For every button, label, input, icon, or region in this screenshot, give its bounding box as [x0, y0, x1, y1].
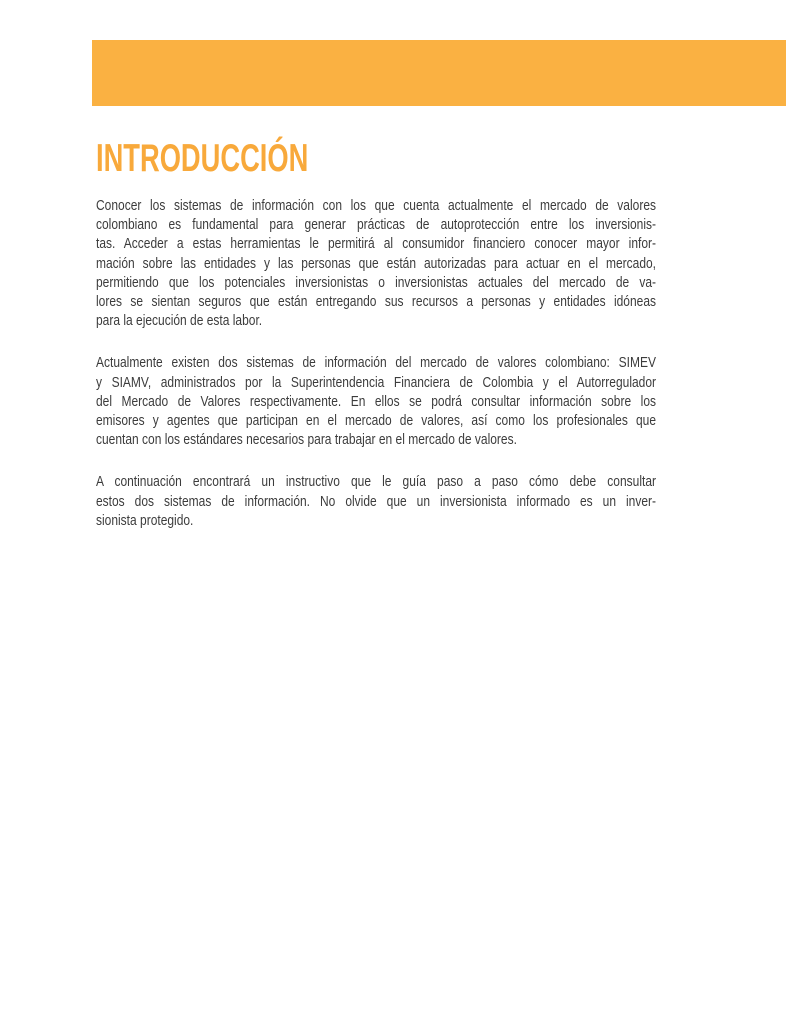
- text-line: colombiano es fundamental para generar prácticas de autoprotección entre los inversionis-: [96, 216, 656, 234]
- text-line: estos dos sistemas de información. No olvide que un inversionista informado es un inver-: [96, 492, 656, 510]
- text-line: cuentan con los estándares necesarios para trabajar en el mercado de valores.: [96, 431, 517, 449]
- paragraph: [96, 353, 656, 449]
- text-line: lores se sientan seguros que están entregando sus recursos a personas y entidades idóneas: [96, 293, 656, 311]
- text-line: mación sobre las entidades y las personas que están autorizadas para actuar en el mercado,: [96, 254, 656, 272]
- text-line: sionista protegido.: [96, 511, 194, 529]
- text-line: permitiendo que los potenciales inversionistas o inversionistas actuales del mercado de va-: [96, 273, 656, 291]
- text-line: tas. Acceder a estas herramientas le permitirá al consumidor financiero conocer mayor infor-: [96, 235, 656, 253]
- header-banner: [92, 40, 786, 106]
- text-line: y SIAMV, administrados por la Superintendencia Financiera de Colombia y el Autorregulador: [96, 373, 656, 391]
- paragraph: [96, 472, 656, 530]
- text-line: del Mercado de Valores respectivamente. En ellos se podrá consultar información sobre los: [96, 392, 656, 410]
- text-line: para la ejecución de esta labor.: [96, 312, 263, 330]
- text-line: Actualmente existen dos sistemas de información del mercado de valores colombiano: SIMEV: [96, 354, 656, 372]
- text-line: Conocer los sistemas de información con los que cuenta actualmente el mercado de valores: [96, 197, 656, 214]
- text-line: emisores y agentes que participan en el mercado de valores, así como los profesionales que: [96, 412, 656, 430]
- intro-text-block: [96, 196, 656, 553]
- text-line: A continuación encontrará un instructivo que le guía paso a paso cómo debe consultar: [96, 473, 656, 491]
- paragraph: [96, 196, 656, 330]
- page-title: INTRODUCCIÓN: [96, 137, 309, 180]
